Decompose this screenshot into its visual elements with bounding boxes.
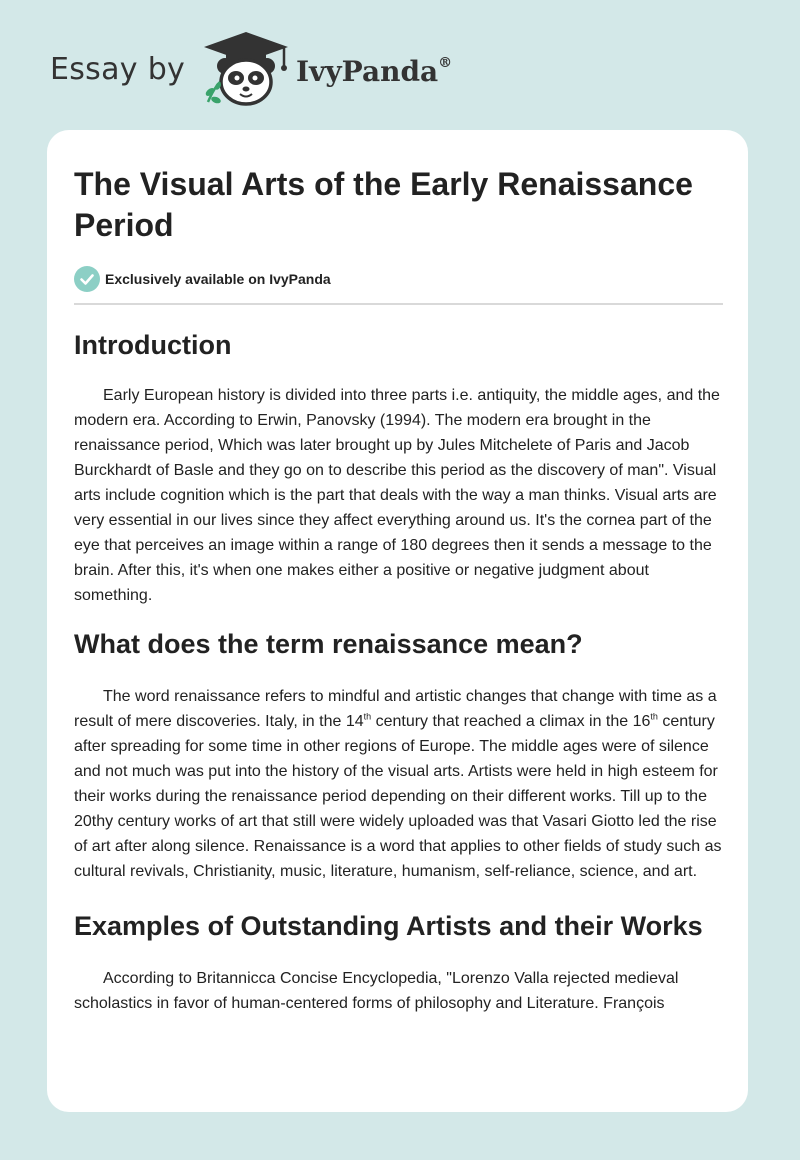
site-header bbox=[0, 0, 800, 130]
brand-text: IvyPanda bbox=[296, 55, 439, 88]
section-paragraph-artists: According to Britannicca Concise Encyclopedia, "Lorenzo Valla rejected medieval scholastics in favor of human-centered forms of philosophy and Literature. François bbox=[74, 970, 679, 1012]
section-paragraph-renaissance bbox=[74, 684, 723, 884]
ivypanda-logo-icon[interactable] bbox=[200, 30, 292, 110]
paragraph-part-a: The word renaissance refers to mindful and artistic changes that change with time as a result of mere discoveries. Italy, in the 14 bbox=[74, 688, 717, 730]
exclusive-label: Exclusively available on IvyPanda bbox=[105, 271, 331, 287]
essay-content bbox=[74, 164, 723, 1016]
section-paragraph-introduction: Early European history is divided into three parts i.e. antiquity, the middle ages, and the modern era. According to Erwin, Panovsky (1994). The modern era brought in the renaissance period, Which was later brought up by Jules Mitchelete of Paris and Jacob Burckhardt of Basle and they go on to describe this period as the discovery of man". Visual arts include cognition which is the part that deals with the way a man thinks. Visual arts are very essential in our lives since they affect everything around us. It's the cornea part of the eye that perceives an image within a range of 180 degrees then it sends a message to the brain. After this, it's when one makes either a positive or negative judgment about something. bbox=[74, 387, 720, 604]
superscript-th: th bbox=[363, 711, 372, 722]
check-circle-icon bbox=[74, 266, 100, 292]
paragraph-part-b: century that reached a climax in the 16 bbox=[371, 713, 651, 730]
brand-name[interactable] bbox=[296, 55, 452, 88]
superscript-th: th bbox=[650, 711, 658, 722]
exclusive-badge bbox=[74, 266, 723, 292]
section-heading-artists: Examples of Outstanding Artists and their Works bbox=[74, 911, 703, 941]
essay-by-label: Essay by bbox=[50, 52, 186, 87]
paragraph-part-c: century after spreading for some time in other regions of Europe. The middle ages were of silence and not much was put into the history of the visual arts. Artists were held in high esteem for their works during the renaissance period depending on their different works. Till up to the 20thy century works of art that still were widely uploaded was that Vasari Giotto led the rise of art after along silence. Renaissance is a word that applies to other fields of study such as cultural revivals, Christianity, music, literature, humanism, self-reliance, science, and art. bbox=[74, 713, 722, 880]
title-divider bbox=[74, 303, 723, 305]
registered-mark: ® bbox=[438, 54, 453, 71]
section-heading-renaissance: What does the term renaissance mean? bbox=[74, 629, 583, 659]
section-heading-introduction: Introduction bbox=[74, 330, 232, 360]
essay-card bbox=[47, 130, 748, 1112]
page-title: The Visual Arts of the Early Renaissance Period bbox=[74, 166, 693, 243]
